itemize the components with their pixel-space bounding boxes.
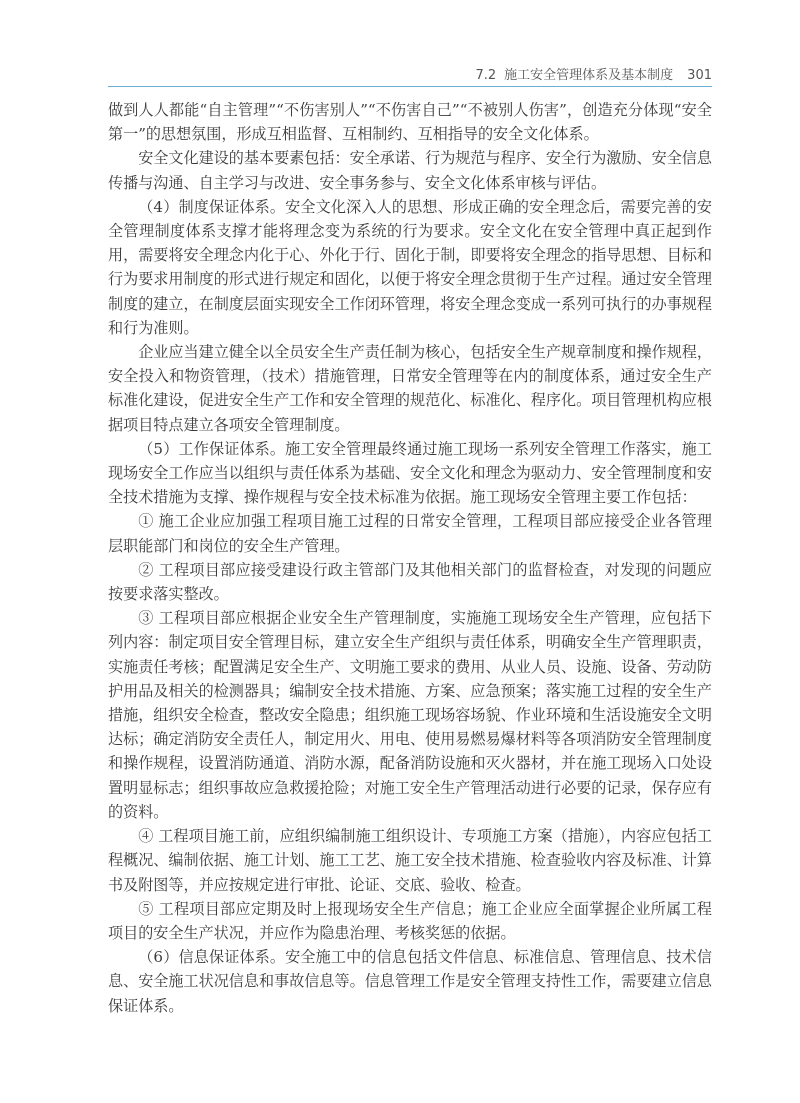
paragraph-enterprise-system: 企业应当建立健全以全员安全生产责任制为核心，包括安全生产规章制度和操作规程，安全投入和物资管理，（技术）措施管理，日常安全管理等在内的制度体系，通过安全生产标准化建设，促进安全生产工作和安全管理的规范化、标准化、程序化。项目管理机构应根据项目特点建立各项安全管理制度。 — [108, 343, 712, 434]
body-text — [108, 98, 712, 1018]
section-number: 7.2 — [475, 68, 497, 83]
paragraph-institution-guarantee: （4）制度保证体系。安全文化深入人的思想、形成正确的安全理念后，需要完善的安全管理制度体系支撑才能将理念变为系统的行为要求。安全文化在安全管理中真正起到作用，需要将安全理念内化于心、外化于行、固化于制，即要将安全理念的指导思想、目标和行为要求用制度的形式进行规定和固化，以便于将安全理念贯彻于生产过程。通过安全管理制度的建立，在制度层面实现安全工作闭环管理，将安全理念变成一系列可执行的办事规程和行为准则。 — [108, 197, 712, 337]
section-title: 施工安全管理体系及基本制度 — [504, 68, 674, 83]
list-item-3: ③ 工程项目部应根据企业安全生产管理制度，实施施工现场安全生产管理，应包括下列内容：制定项目安全管理目标，建立安全生产组织与责任体系，明确安全生产管理职责，实施责任考核；配置满足安全生产、文明施工要求的费用、从业人员、设施、设备、劳动防护用品及相关的检测器具；编制安全技术措施、方案、应急预案；落实施工过程的安全生产措施，组织安全检查，整改安全隐患；组织施工现场容场貌、作业环境和生活设施安全文明达标；确定消防安全责任人，制定用火、用电、使用易燃易爆材料等各项消防安全管理制度和操作规程，设置消防通道、消防水源，配备消防设施和灭火器材，并在施工现场入口处设置明显标志；组织事故应急救援抢险；对施工安全生产管理活动进行必要的记录，保存应有的资料。 — [108, 609, 712, 821]
page-number: 301 — [687, 68, 712, 83]
running-header — [108, 64, 712, 87]
paragraph-continuation: 做到人人都能“自主管理”“不伤害别人”“不伤害自己”“不被别人伤害”，创造充分体现“安全第一”的思想氛围，形成互相监督、互相制约、互相指导的安全文化体系。 — [108, 101, 712, 144]
paragraph-culture-elements: 安全文化建设的基本要素包括：安全承诺、行为规范与程序、安全行为激励、安全信息传播与沟通、自主学习与改进、安全事务参与、安全文化体系审核与评估。 — [108, 149, 712, 192]
list-item-4: ④ 工程项目施工前，应组织编制施工组织设计、专项施工方案（措施），内容应包括工程概况、编制依据、施工计划、施工工艺、施工安全技术措施、检查验收内容及标准、计算书及附图等，并应按规定进行审批、论证、交底、验收、检查。 — [108, 827, 712, 894]
list-item-1: ① 施工企业应加强工程项目施工过程的日常安全管理，工程项目部应接受企业各管理层职能部门和岗位的安全生产管理。 — [108, 512, 712, 555]
paragraph-work-guarantee: （5）工作保证体系。施工安全管理最终通过施工现场一系列安全管理工作落实，施工现场安全工作应当以组织与责任体系为基础、安全文化和理念为驱动力、安全管理制度和安全技术措施为支撑、操作规程与安全技术标准为依据。施工现场安全管理主要工作包括： — [108, 439, 712, 507]
list-item-5: ⑤ 工程项目部应定期及时上报现场安全生产信息；施工企业应全面掌握企业所属工程项目的安全生产状况，并应作为隐患治理、考核奖惩的依据。 — [108, 899, 712, 942]
paragraph-information-guarantee: （6）信息保证体系。安全施工中的信息包括文件信息、标准信息、管理信息、技术信息、安全施工状况信息和事故信息等。信息管理工作是安全管理支持性工作，需要建立信息保证体系。 — [108, 948, 712, 1015]
list-item-2: ② 工程项目部应接受建设行政主管部门及其他相关部门的监督检查，对发现的问题应按要求落实整改。 — [108, 560, 712, 604]
header-text — [475, 64, 712, 83]
